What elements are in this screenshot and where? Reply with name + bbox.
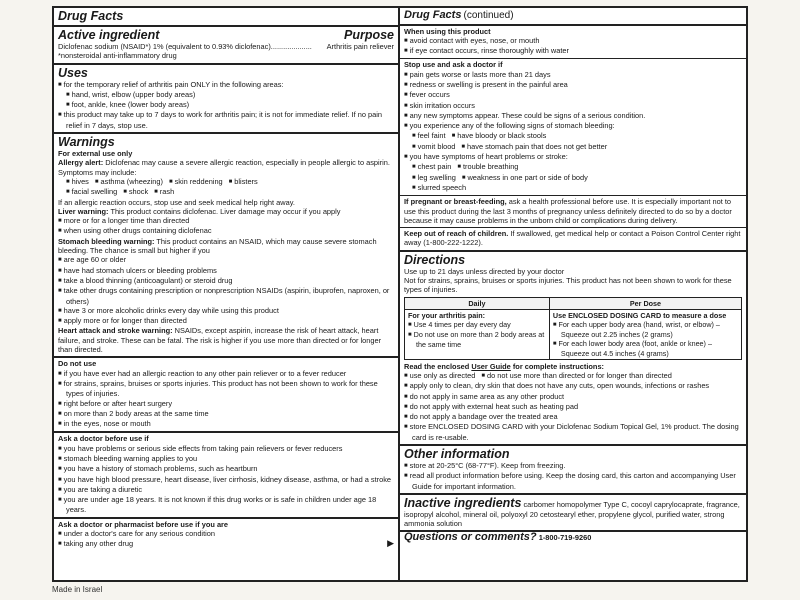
stomach-warning: Stomach bleeding warning: This product contains an NSAID, which may cause severe stomach bleeding. The chance is small but higher if you bbox=[58, 236, 377, 256]
ask-pharmacist-item: ■ under a doctor's care for any serious condition bbox=[58, 529, 394, 539]
liver-item: ■ more or for a longer time than directed bbox=[58, 216, 394, 226]
guide-item: ■ do not apply in same area as any other product bbox=[404, 392, 742, 402]
uses-subitem: ■ hand, wrist, elbow (upper body areas) bbox=[66, 90, 394, 100]
liver-warning: Liver warning: This product contains diclofenac. Liver damage may occur if you apply bbox=[58, 206, 341, 216]
warnings-heading: Warnings bbox=[58, 135, 115, 150]
when-using-heading: When using this product bbox=[404, 26, 491, 36]
guide-row: ■ use only as directed■ do not use more than directed or for longer than directed bbox=[404, 371, 742, 381]
continued-title-section bbox=[400, 8, 746, 26]
keep-out-text: If swallowed, get medical help or contact a Poison Control Center right away (1-800-222-1222). bbox=[404, 229, 741, 248]
active-ingredient-line: Diclofenac sodium (NSAID*) 1% (equivalent to 0.93% diclofenac).................... bbox=[58, 42, 312, 51]
stop-use-item: ■ fever occurs bbox=[404, 90, 742, 100]
ask-doctor-item: ■ stomach bleeding warning applies to you bbox=[58, 454, 394, 464]
stomach-item: ■ have 3 or more alcoholic drinks every day while using this product bbox=[58, 306, 394, 316]
stomach-item: ■ are age 60 or older bbox=[58, 255, 394, 265]
dosing-per-dose-cell: Use ENCLOSED DOSING CARD to measure a dose ■ For each upper body area (hand, wrist, or elbow) – Squeeze out 2.25 inches (2 grams) ■ For each lower body area (foot, ankle or knee) – Squeeze out 4.5 inches (4 grams) bbox=[549, 309, 741, 359]
guide-item: ■ store ENCLOSED DOSING CARD with your Diclofenac Sodium Topical Gel, 1% product. The dosing card is re-usable. bbox=[404, 422, 742, 442]
ask-doctor-heading: Ask a doctor before use if bbox=[58, 434, 149, 444]
when-using-item: ■ avoid contact with eyes, nose, or mouth bbox=[404, 36, 742, 46]
dosing-daily-cell: For your arthritis pain: ■ Use 4 times per day every day ■ Do not use on more than 2 body areas at the same time bbox=[405, 309, 550, 359]
ask-doctor-item: ■ you have problems or serious side effects from taking pain relievers or fever reducers bbox=[58, 444, 394, 454]
drug-facts-continued-title: Drug Facts bbox=[404, 9, 462, 21]
stop-use-item: ■ you have symptoms of heart problems or stroke: bbox=[404, 152, 742, 162]
directions-line: Use up to 21 days unless directed by your doctor bbox=[404, 266, 565, 276]
when-using-item: ■ if eye contact occurs, rinse thoroughly with water bbox=[404, 46, 742, 56]
active-ingredient-section bbox=[54, 27, 398, 65]
stop-use-item: ■ skin irritation occurs bbox=[404, 101, 742, 111]
keep-out-label: Keep out of reach of children. bbox=[404, 229, 509, 239]
do-not-use-item: ■ for strains, sprains, bruises or sports injuries. This product has not been shown to work for these types of injuries. bbox=[58, 379, 394, 399]
uses-subitem: ■ foot, ankle, knee (lower body areas) bbox=[66, 100, 394, 110]
ask-doctor-item: ■ you have a history of stomach problems, such as heartburn bbox=[58, 464, 394, 474]
do-not-use-section bbox=[54, 358, 398, 433]
inactive-section bbox=[400, 495, 746, 533]
title-section bbox=[54, 8, 398, 27]
uses-section bbox=[54, 65, 398, 134]
heart-signs-row: ■ chest pain■ trouble breathing bbox=[404, 162, 742, 172]
ask-doctor-item: ■ you are taking a diuretic bbox=[58, 485, 394, 495]
directions-line: Not for strains, sprains, bruises or sports injuries. This product has not been shown to work for these types of injuries. bbox=[404, 276, 732, 295]
liver-item: ■ when using other drugs containing diclofenac bbox=[58, 226, 394, 236]
stop-use-item: ■ you experience any of the following signs of stomach bleeding: bbox=[404, 121, 742, 131]
uses-item: ■ for the temporary relief of arthritis pain ONLY in the following areas: bbox=[58, 80, 394, 90]
uses-heading: Uses bbox=[58, 65, 88, 80]
heart-signs-row: ■ slurred speech bbox=[404, 183, 742, 193]
ask-pharmacist-heading: Ask a doctor or pharmacist before use if you are bbox=[58, 519, 229, 529]
other-info-heading: Other information bbox=[404, 447, 510, 461]
stomach-item: ■ take other drugs containing prescription or nonprescription NSAIDs (aspirin, ibuprofen, naproxen, or others) bbox=[58, 286, 394, 306]
inactive-heading: Inactive ingredients bbox=[404, 495, 522, 510]
symptoms-label: Symptoms may include: bbox=[58, 167, 137, 177]
do-not-use-item: ■ on more than 2 body areas at the same time bbox=[58, 409, 394, 419]
other-info-section bbox=[400, 446, 746, 495]
pregnancy-section bbox=[400, 196, 746, 228]
questions-phone: 1-800-719-9260 bbox=[538, 533, 592, 543]
symptoms-row: ■ hives■ asthma (wheezing)■ skin reddening■ blisters bbox=[58, 177, 394, 187]
other-info-item: ■ store at 20-25°C (68-77°F). Keep from freezing. bbox=[404, 461, 742, 471]
do-not-use-heading: Do not use bbox=[58, 359, 97, 369]
pregnancy-label: If pregnant or breast-feeding, bbox=[404, 197, 507, 207]
left-column bbox=[54, 8, 400, 580]
continued-label: (continued) bbox=[463, 10, 514, 21]
bleeding-signs-row: ■ vomit blood■ have stomach pain that does not get better bbox=[404, 142, 742, 152]
stop-use-item: ■ pain gets worse or lasts more than 21 days bbox=[404, 70, 742, 80]
user-guide-link: User Guide bbox=[471, 361, 511, 371]
nsaid-note: *nonsteroidal anti-inflammatory drug bbox=[58, 51, 177, 61]
directions-heading: Directions bbox=[404, 252, 466, 267]
active-ingredient-heading: Active ingredient bbox=[58, 28, 160, 42]
allergy-after-text: If an allergic reaction occurs, stop use and seek medical help right away. bbox=[58, 197, 295, 207]
do-not-use-item: ■ if you have ever had an allergic reaction to any other pain reliever or to a fever reducer bbox=[58, 369, 394, 379]
stomach-item: ■ apply more or for longer than directed bbox=[58, 316, 394, 326]
dosing-table bbox=[404, 297, 742, 360]
ask-doctor-item: ■ you have high blood pressure, heart disease, liver cirrhosis, kidney disease, asthma, or had a stroke bbox=[58, 475, 394, 485]
warnings-section bbox=[54, 134, 398, 358]
stop-use-item: ■ any new symptoms appear. These could be signs of a serious condition. bbox=[404, 111, 742, 121]
made-in-text: Made in Israel bbox=[52, 585, 103, 594]
keep-out-section bbox=[400, 228, 746, 252]
do-not-use-item: ■ right before or after heart surgery bbox=[58, 399, 394, 409]
other-info-item: ■ read all product information before using. Keep the dosing card, this carton and accompanying User Guide for important information. bbox=[404, 471, 742, 491]
bleeding-signs-row: ■ feel faint■ have bloody or black stools bbox=[404, 131, 742, 141]
stop-use-item: ■ redness or swelling is present in the painful area bbox=[404, 80, 742, 90]
drug-facts-label bbox=[52, 6, 748, 582]
do-not-use-item: ■ in the eyes, nose or mouth bbox=[58, 419, 394, 429]
guide-item: ■ do not apply with external heat such as heating pad bbox=[404, 402, 742, 412]
dosing-col-daily: Daily bbox=[405, 297, 550, 309]
continue-arrow-icon: ▶ bbox=[387, 538, 394, 549]
guide-item: ■ apply only to clean, dry skin that does not have any cuts, open wounds, infections or rashes bbox=[404, 381, 742, 391]
pregnancy-text: ask a health professional before use. It is especially important not to use this product during the last 3 months of pregnancy unless definitely directed to do so by a doctor because it may cause problems in the unborn child or complications during delivery. bbox=[404, 197, 732, 225]
inactive-text: carbomer homopolymer Type C, cocoyl caprylocaprate, fragrance, isopropyl alcohol, mineral oil, polyoxyl 20 cetostearyl ether, propylene glycol, purified water, strong ammonia solution bbox=[404, 499, 740, 529]
questions-section bbox=[400, 532, 746, 580]
symptoms-row: ■ facial swelling■ shock■ rash bbox=[58, 187, 394, 197]
stomach-item: ■ have had stomach ulcers or bleeding problems bbox=[58, 266, 394, 276]
uses-item: ■ this product may take up to 7 days to work for arthritis pain; it is not for immediate relief. If no pain relief in 7 days, stop use. bbox=[58, 110, 394, 130]
guide-item: ■ do not apply a bandage over the treated area bbox=[404, 412, 742, 422]
external-use-text: For external use only bbox=[58, 149, 133, 159]
purpose-text: Arthritis pain reliever bbox=[326, 42, 394, 51]
directions-section bbox=[400, 252, 746, 446]
questions-label: Questions or comments? bbox=[404, 531, 537, 544]
user-guide-line: Read the enclosed User Guide for complete instructions: bbox=[404, 361, 605, 371]
purpose-heading: Purpose bbox=[343, 28, 394, 42]
allergy-alert: Allergy alert: Diclofenac may cause a severe allergic reaction, especially in people allergic to aspirin. bbox=[58, 158, 390, 168]
stop-use-heading: Stop use and ask a doctor if bbox=[404, 60, 503, 70]
stomach-item: ■ take a blood thinning (anticoagulant) or steroid drug bbox=[58, 276, 394, 286]
ask-pharmacist-section bbox=[54, 519, 398, 580]
heart-warning: Heart attack and stroke warning: NSAIDs, except aspirin, increase the risk of heart attack, heart failure, and stroke. These can be fatal. The risk is higher if you use more than directed or for longer than directed. bbox=[58, 326, 382, 355]
ask-pharmacist-item: ■ taking any other drug bbox=[58, 539, 394, 549]
drug-facts-title: Drug Facts bbox=[58, 9, 124, 23]
dosing-col-per-dose: Per Dose bbox=[549, 297, 741, 309]
stop-use-section bbox=[400, 59, 746, 196]
right-column bbox=[400, 8, 746, 580]
when-using-section bbox=[400, 26, 746, 60]
ask-doctor-section bbox=[54, 433, 398, 518]
heart-signs-row: ■ leg swelling■ weakness in one part or side of body bbox=[404, 173, 742, 183]
ask-doctor-item: ■ you are under age 18 years. It is not known if this drug works or is safe in children under age 18 years. bbox=[58, 495, 394, 515]
